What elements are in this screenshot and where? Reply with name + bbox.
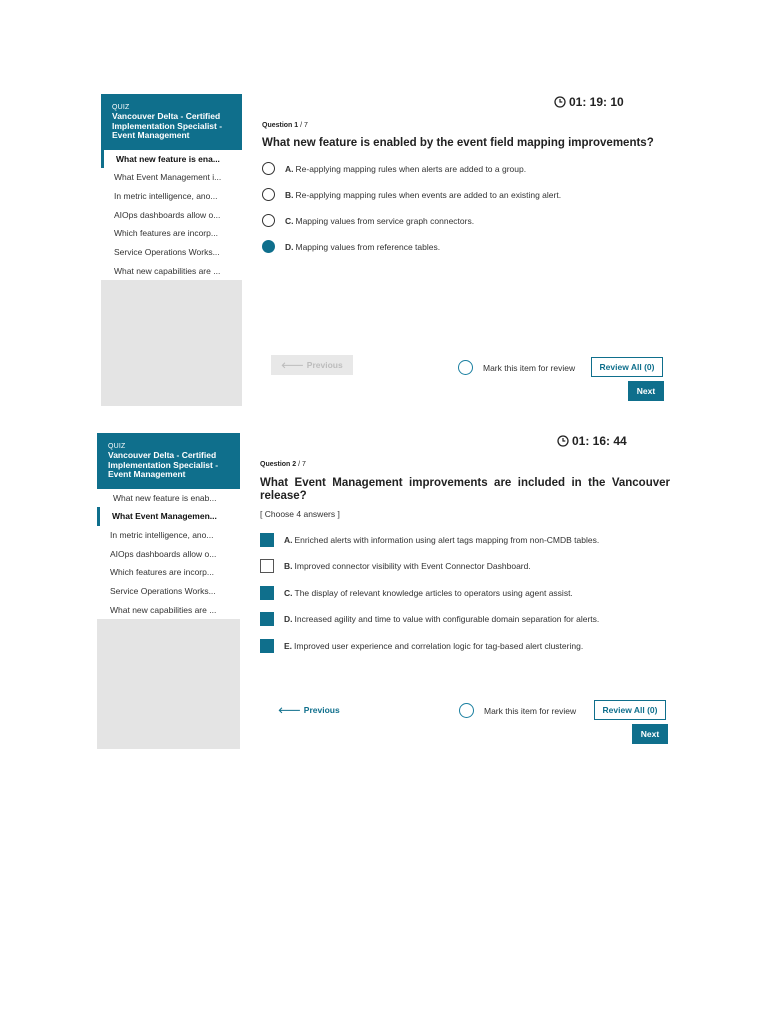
quiz-title: Vancouver Delta - Certified Implementation Specialist - Event Management bbox=[112, 111, 223, 140]
mark-review-label: Mark this item for review bbox=[484, 705, 577, 716]
option-d[interactable] bbox=[262, 240, 440, 253]
option-d-checkbox[interactable] bbox=[260, 612, 274, 626]
timer bbox=[554, 95, 624, 109]
answer-hint: [ Choose 4 answers ] bbox=[260, 509, 340, 519]
option-letter: D. bbox=[284, 614, 293, 624]
option-b[interactable] bbox=[262, 188, 561, 201]
option-text: The display of relevant knowledge articles to operators using agent assist. bbox=[294, 588, 573, 598]
previous-label: Previous bbox=[303, 705, 340, 715]
option-letter: A. bbox=[285, 163, 294, 174]
option-b[interactable] bbox=[260, 559, 531, 573]
option-text: Increased agility and time to value with configurable domain separation for alerts. bbox=[294, 614, 600, 624]
sidebar-item-q2[interactable]: What Event Managemen... bbox=[97, 507, 240, 526]
mark-review-radio[interactable] bbox=[459, 703, 474, 718]
mark-for-review[interactable] bbox=[458, 360, 575, 375]
sidebar-item-q5[interactable]: Which features are incorp... bbox=[114, 228, 218, 239]
question-text: What Event Management improvements are included in the Vancouver release? bbox=[260, 477, 670, 502]
question-total: / 7 bbox=[300, 122, 308, 129]
option-letter: C. bbox=[284, 588, 293, 598]
review-all-button[interactable]: Review All (0) bbox=[591, 357, 663, 377]
question-number: Question 2 bbox=[260, 461, 297, 468]
arrow-left-icon: 🡐 bbox=[278, 704, 301, 715]
option-text: Mapping values from service graph connectors. bbox=[295, 215, 475, 226]
option-text: Improved connector visibility with Event Connector Dashboard. bbox=[294, 561, 531, 571]
question-counter bbox=[262, 122, 308, 129]
timer-value: 01: 16: 44 bbox=[572, 434, 627, 448]
option-letter: A. bbox=[284, 535, 293, 545]
timer bbox=[557, 434, 627, 448]
question-text: What new feature is enabled by the event field mapping improvements? bbox=[262, 137, 654, 149]
option-letter: B. bbox=[285, 189, 294, 200]
quiz-title: Vancouver Delta - Certified Implementation Specialist - Event Management bbox=[108, 450, 219, 479]
previous-button[interactable] bbox=[271, 355, 353, 375]
question-sidebar bbox=[97, 433, 240, 749]
next-button[interactable]: Next bbox=[628, 381, 664, 401]
option-text: Mapping values from reference tables. bbox=[295, 241, 441, 252]
option-letter: E. bbox=[284, 641, 293, 651]
next-button[interactable]: Next bbox=[632, 724, 668, 744]
option-letter: C. bbox=[285, 215, 294, 226]
quiz-label: QUIZ bbox=[108, 443, 126, 450]
mark-for-review[interactable] bbox=[459, 703, 576, 718]
quiz-panel-2 bbox=[97, 433, 672, 749]
option-c-checkbox[interactable] bbox=[260, 586, 274, 600]
mark-review-label: Mark this item for review bbox=[483, 362, 576, 373]
question-list bbox=[97, 489, 240, 620]
option-a-checkbox[interactable] bbox=[260, 533, 274, 547]
option-a[interactable] bbox=[262, 162, 526, 175]
clock-icon bbox=[557, 435, 569, 447]
option-b-checkbox[interactable] bbox=[260, 559, 274, 573]
question-list bbox=[101, 150, 242, 281]
option-c[interactable] bbox=[260, 586, 573, 600]
arrow-left-icon: 🡐 bbox=[281, 359, 304, 370]
option-letter: B. bbox=[284, 561, 293, 571]
sidebar-header bbox=[101, 94, 242, 150]
sidebar-item-q6[interactable]: Service Operations Works... bbox=[114, 246, 220, 257]
option-text: Enriched alerts with information using alert tags mapping from non-CMDB tables. bbox=[294, 535, 600, 545]
option-letter: D. bbox=[285, 241, 294, 252]
option-e[interactable] bbox=[260, 639, 583, 653]
quiz-panel-1 bbox=[101, 94, 671, 406]
sidebar-item-q2[interactable]: What Event Management i... bbox=[114, 172, 222, 183]
sidebar-item-q6[interactable]: Service Operations Works... bbox=[110, 585, 216, 596]
option-d[interactable] bbox=[260, 612, 599, 626]
option-d-radio[interactable] bbox=[262, 240, 275, 253]
review-all-button[interactable]: Review All (0) bbox=[594, 700, 666, 720]
sidebar-item-q3[interactable]: In metric intelligence, ano... bbox=[114, 190, 218, 201]
option-c-radio[interactable] bbox=[262, 214, 275, 227]
clock-icon bbox=[554, 96, 566, 108]
sidebar-item-q1[interactable]: What new feature is enab... bbox=[113, 492, 217, 503]
question-sidebar bbox=[101, 94, 242, 406]
previous-button[interactable] bbox=[278, 700, 340, 720]
option-text: Re-applying mapping rules when events are added to an existing alert. bbox=[295, 189, 562, 200]
question-counter bbox=[260, 461, 306, 468]
option-a-radio[interactable] bbox=[262, 162, 275, 175]
option-a[interactable] bbox=[260, 533, 599, 547]
quiz-label: QUIZ bbox=[112, 104, 130, 111]
question-total: / 7 bbox=[298, 461, 306, 468]
sidebar-item-q3[interactable]: In metric intelligence, ano... bbox=[110, 529, 214, 540]
option-c[interactable] bbox=[262, 214, 474, 227]
previous-label: Previous bbox=[306, 360, 343, 370]
sidebar-item-q1[interactable]: What new feature is ena... bbox=[101, 150, 242, 169]
sidebar-item-q7[interactable]: What new capabilities are ... bbox=[114, 265, 221, 276]
option-b-radio[interactable] bbox=[262, 188, 275, 201]
sidebar-item-q4[interactable]: AIOps dashboards allow o... bbox=[110, 548, 217, 559]
option-e-checkbox[interactable] bbox=[260, 639, 274, 653]
mark-review-radio[interactable] bbox=[458, 360, 473, 375]
question-number: Question 1 bbox=[262, 122, 299, 129]
timer-value: 01: 19: 10 bbox=[569, 95, 624, 109]
option-text: Re-applying mapping rules when alerts are added to a group. bbox=[295, 163, 527, 174]
sidebar-header bbox=[97, 433, 240, 489]
option-text: Improved user experience and correlation logic for tag-based alert clustering. bbox=[294, 641, 584, 651]
sidebar-item-q4[interactable]: AIOps dashboards allow o... bbox=[114, 209, 221, 220]
sidebar-item-q7[interactable]: What new capabilities are ... bbox=[110, 604, 217, 615]
sidebar-item-q5[interactable]: Which features are incorp... bbox=[110, 567, 214, 578]
